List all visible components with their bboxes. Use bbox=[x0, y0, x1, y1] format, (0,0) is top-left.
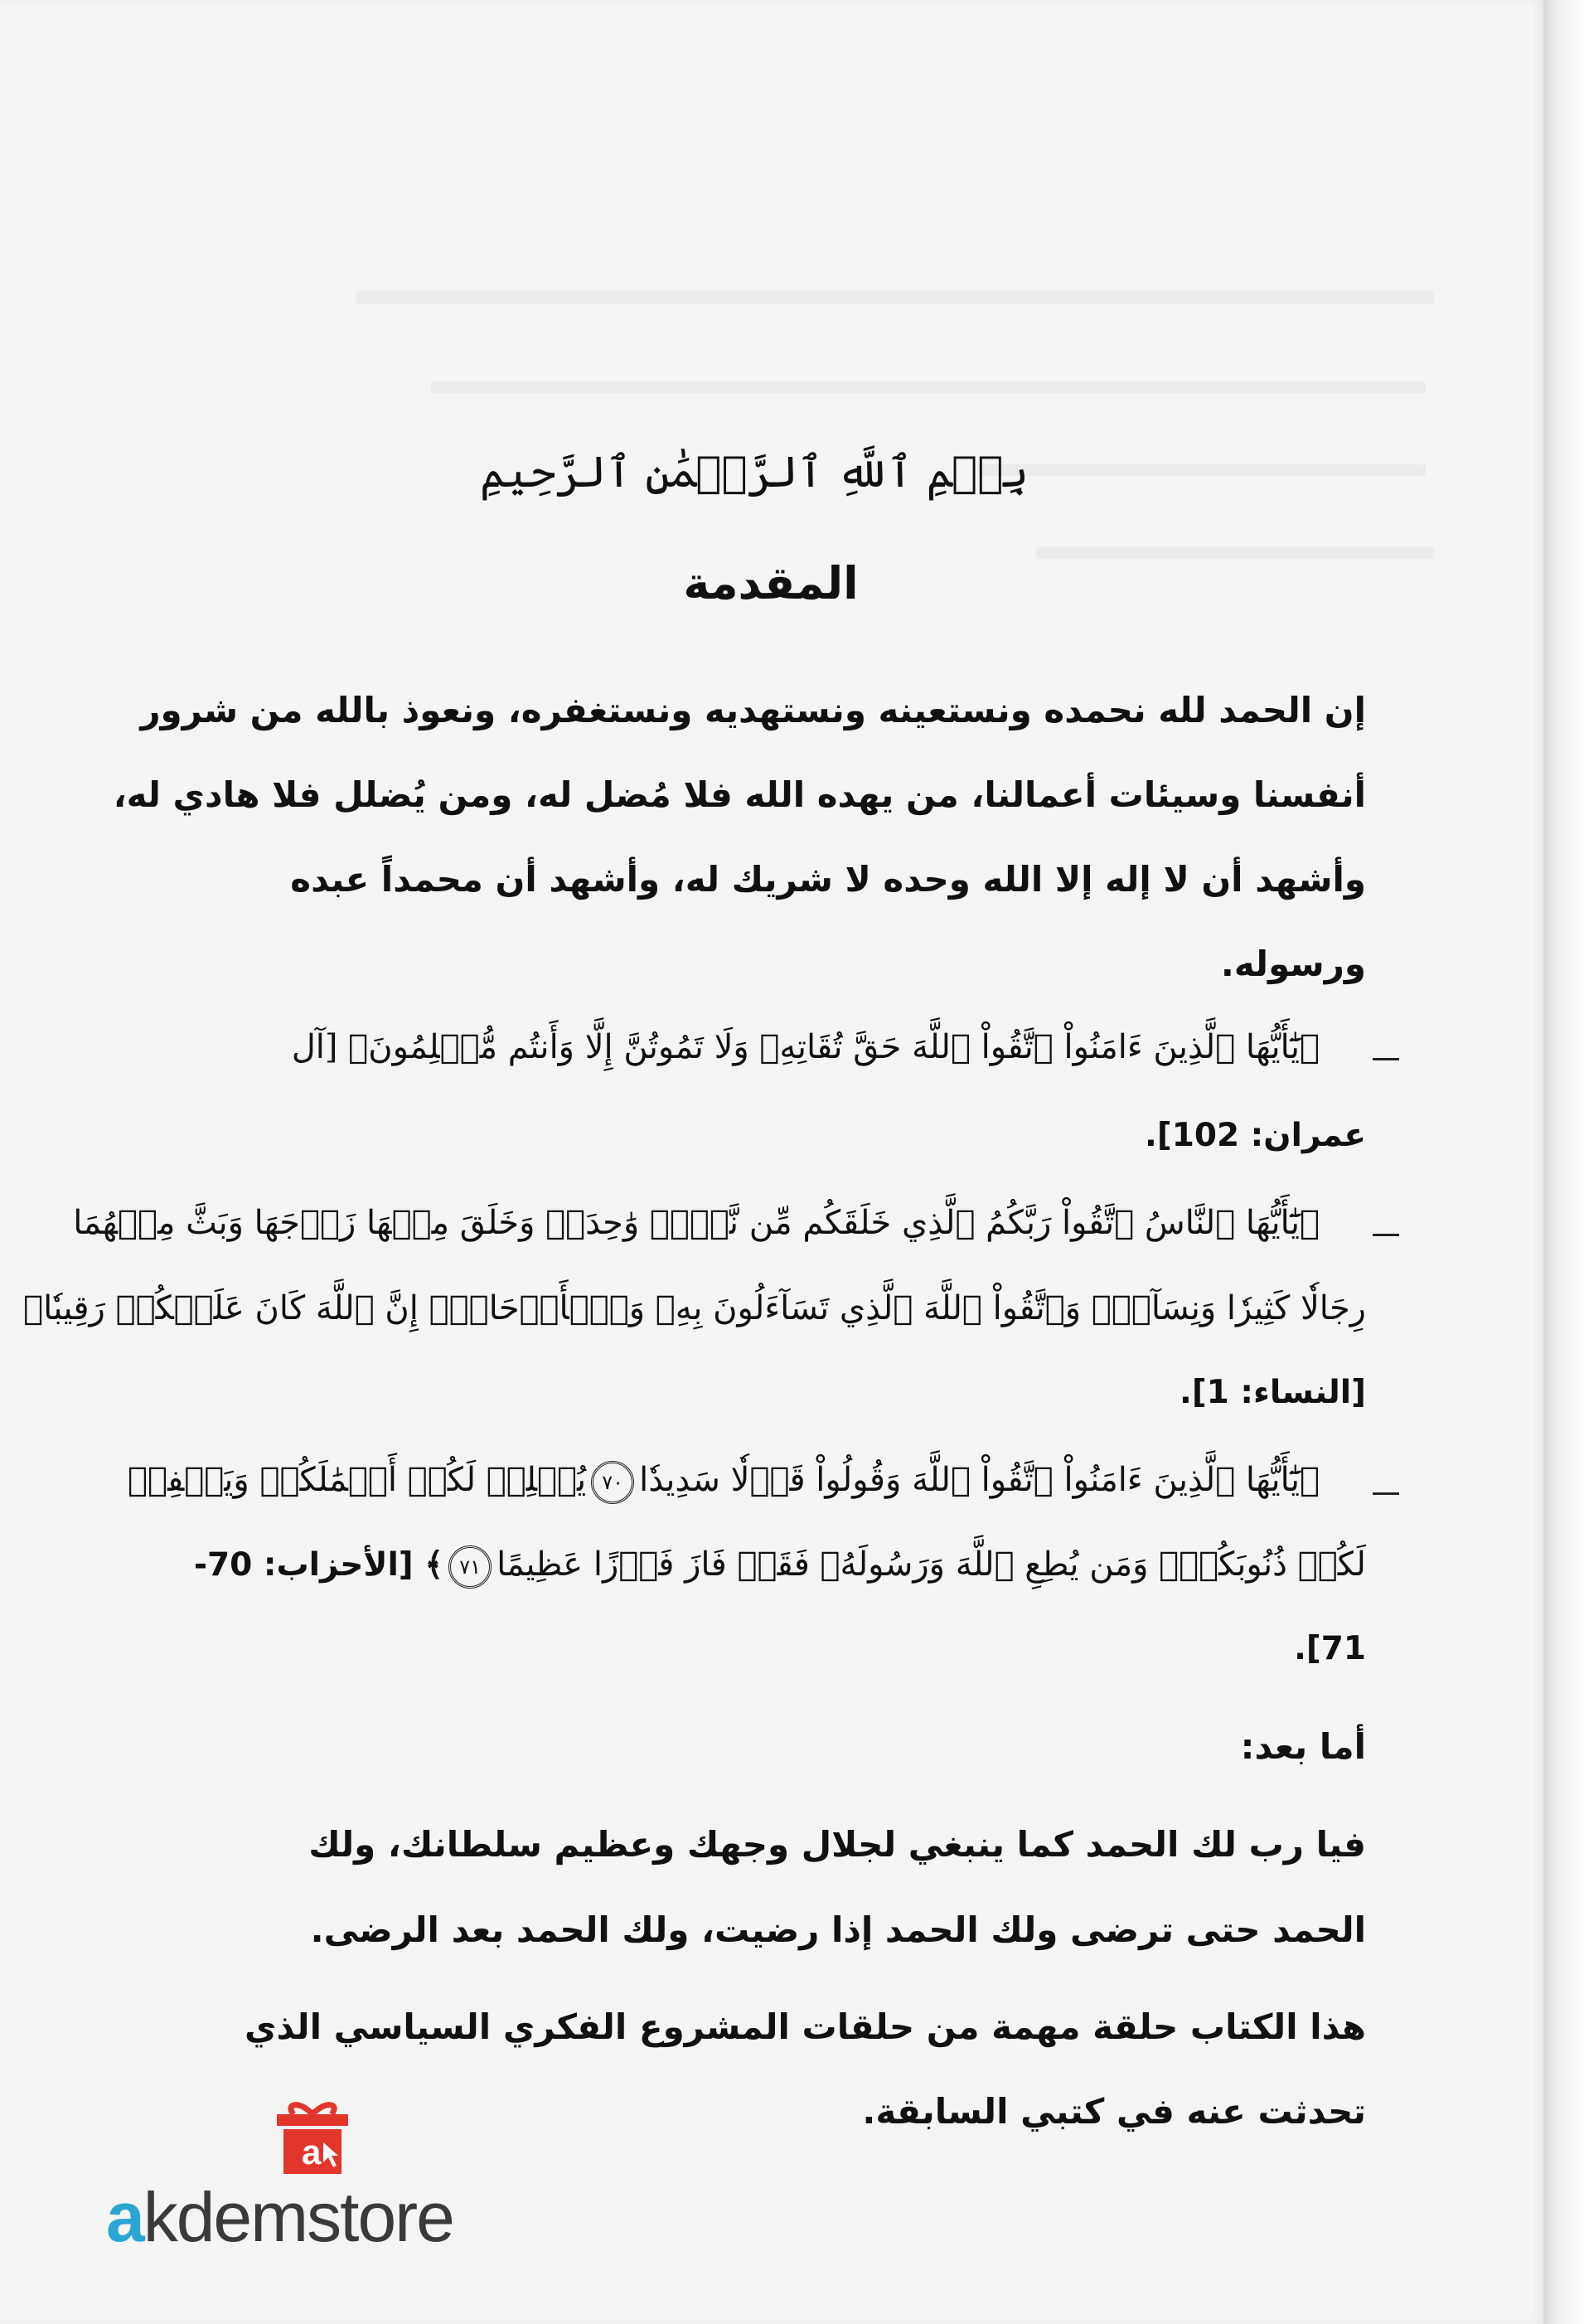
list-dash bbox=[1373, 1492, 1399, 1495]
para-2-line-2: الحمد حتى ترضى ولك الحمد إذا رضيت، ولك الحمد بعد الرضى. bbox=[310, 1909, 1366, 1950]
basmala: بِسۡمِ ٱللَّهِ ٱلرَّحۡمَٰنِ ٱلرَّحِيمِ bbox=[480, 448, 1029, 497]
verse-3-text-b: يُصۡلِحۡ لَكُمۡ أَعۡمَٰلَكُمۡ وَيَغۡفِرۡ bbox=[128, 1461, 587, 1499]
intro-line-2: أنفسنا وسيئات أعمالنا، من يهده الله فلا مُضل له، ومن يُضلل فلا هادي له، bbox=[113, 774, 1366, 815]
ayah-number-71: ٧١ bbox=[448, 1545, 492, 1589]
logo-icon-letter: a bbox=[302, 2132, 322, 2171]
verse-3-ref-start: ﴾ [الأحزاب: 70- bbox=[193, 1546, 444, 1584]
para-3-line-2: تحدثت عنه في كتبي السابقة. bbox=[862, 2091, 1366, 2132]
quran-verse-1-line-1: ﴿يَٰٓأَيُّهَا ٱلَّذِينَ ءَامَنُواْ ٱتَّقُواْ ٱللَّهَ حَقَّ تُقَاتِهِۦ وَلَا تَمُوتُنَّ إِلَّا وَأَنتُم مُّسۡلِمُونَ﴾ [آل bbox=[291, 1028, 1320, 1066]
list-dash bbox=[1373, 1058, 1399, 1060]
brand-wordmark-rest: kdemstore bbox=[143, 2178, 453, 2256]
show-through-mark bbox=[431, 381, 1426, 393]
gift-box-logo-icon bbox=[274, 2096, 351, 2176]
quran-verse-3-line-1 bbox=[128, 1461, 1320, 1504]
brand-wordmark-a: a bbox=[106, 2178, 143, 2256]
intro-line-3: وأشهد أن لا إله إلا الله وحده لا شريك له، وأشهد أن محمداً عبده bbox=[290, 859, 1366, 900]
quran-verse-2-line-2: رِجَالٗا كَثِيرٗا وَنِسَآءٗۚ وَٱتَّقُواْ ٱللَّهَ ٱلَّذِي تَسَآءَلُونَ بِهِۦ وَٱلۡأَرۡحَامَۚ إِنَّ ٱللَّهَ كَانَ عَلَيۡكُمۡ رَقِيبٗا﴾ bbox=[23, 1289, 1366, 1327]
show-through-mark bbox=[1036, 547, 1434, 559]
intro-line-4: ورسوله. bbox=[1220, 944, 1366, 984]
para-3-line-1: هذا الكتاب حلقة مهمة من حلقات المشروع الفكري السياسي الذي bbox=[245, 2006, 1366, 2047]
list-dash bbox=[1373, 1234, 1399, 1236]
show-through-mark bbox=[356, 290, 1434, 303]
page-edge bbox=[1543, 0, 1584, 2324]
intro-line-1: إن الحمد لله نحمده ونستعينه ونستهديه ونستغفره، ونعوذ بالله من شرور bbox=[140, 690, 1366, 730]
verse-3-text-a: ﴿يَٰٓأَيُّهَا ٱلَّذِينَ ءَامَنُواْ ٱتَّقُواْ ٱللَّهَ وَقُولُواْ قَوۡلٗا سَدِيدٗا bbox=[639, 1461, 1320, 1499]
quran-verse-3-line-2 bbox=[194, 1545, 1366, 1589]
quran-verse-2-line-1: ﴿يَٰٓأَيُّهَا ٱلنَّاسُ ٱتَّقُواْ رَبَّكُمُ ٱلَّذِي خَلَقَكُم مِّن نَّفۡسٖ وَٰحِدَةٖ وَخَلَقَ مِنۡهَا زَوۡجَهَا وَبَثَّ مِنۡهُمَا bbox=[73, 1204, 1320, 1242]
section-label: أما بعد: bbox=[1240, 1726, 1366, 1767]
quran-verse-3-ref-end: 71]. bbox=[1294, 1630, 1366, 1667]
quran-verse-2-ref: [النساء: 1]. bbox=[1180, 1374, 1366, 1411]
ayah-number-70: ٧٠ bbox=[591, 1461, 634, 1504]
para-2-line-1: فيا رب لك الحمد كما ينبغي لجلال وجهك وعظيم سلطانك، ولك bbox=[308, 1824, 1366, 1865]
show-through-mark bbox=[978, 464, 1426, 476]
quran-verse-1-ref: عمران: 102]. bbox=[1145, 1117, 1366, 1154]
verse-3-text-c: لَكُمۡ ذُنُوبَكُمۡۗ وَمَن يُطِعِ ٱللَّهَ وَرَسُولَهُۥ فَقَدۡ فَازَ فَوۡزًا عَظِيمًا bbox=[497, 1545, 1366, 1584]
brand-wordmark bbox=[106, 2179, 453, 2255]
page-title: المقدمة bbox=[683, 557, 859, 609]
